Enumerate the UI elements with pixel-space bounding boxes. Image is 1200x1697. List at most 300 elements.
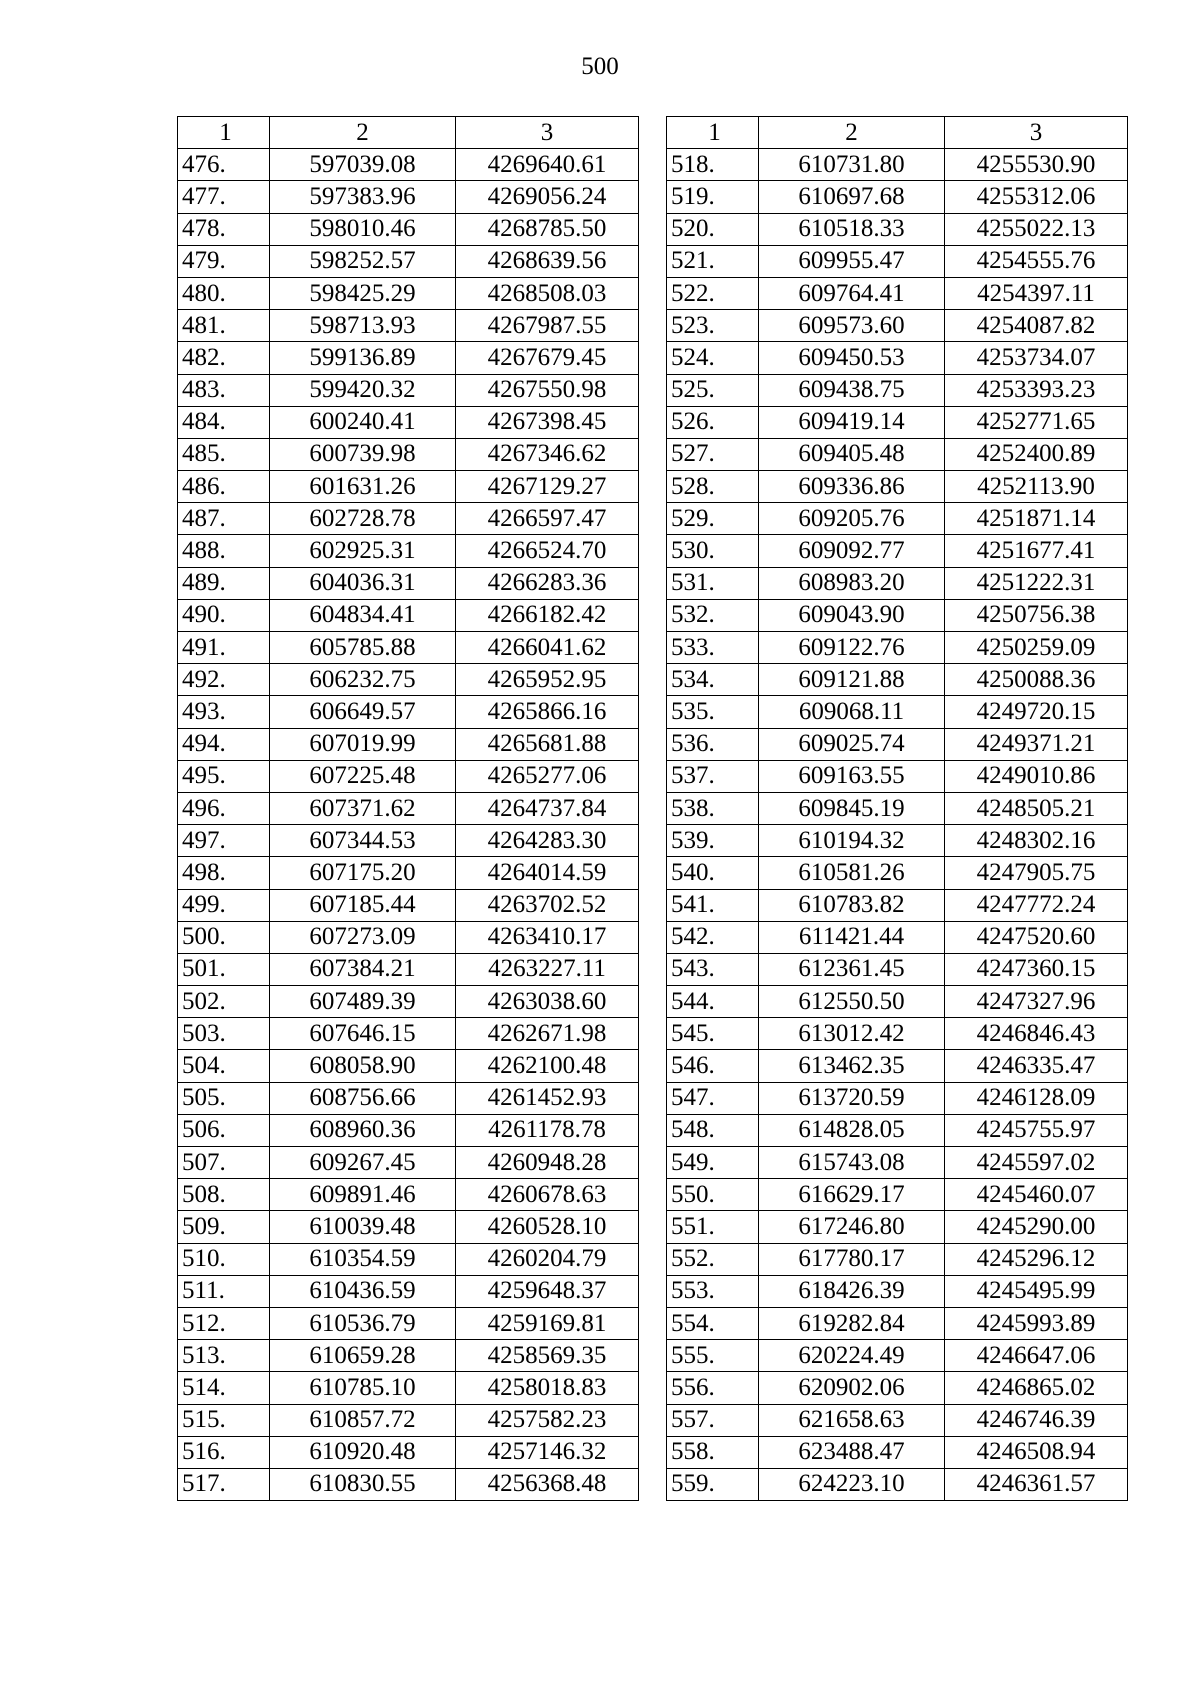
point-number-cell: 513. (178, 1340, 270, 1372)
y-coordinate-cell: 4247905.75 (945, 857, 1128, 889)
table-row (178, 1082, 639, 1114)
table-row (667, 857, 1128, 889)
x-coordinate-cell: 609092.77 (759, 535, 945, 567)
point-number-cell: 496. (178, 792, 270, 824)
point-number-cell: 483. (178, 374, 270, 406)
table-row (667, 632, 1128, 664)
x-coordinate-cell: 613462.35 (759, 1050, 945, 1082)
y-coordinate-cell: 4250756.38 (945, 599, 1128, 631)
point-number-cell: 557. (667, 1404, 759, 1436)
y-coordinate-cell: 4267987.55 (456, 310, 639, 342)
point-number-cell: 481. (178, 310, 270, 342)
x-coordinate-cell: 620224.49 (759, 1340, 945, 1372)
y-coordinate-cell: 4263702.52 (456, 889, 639, 921)
point-number-cell: 509. (178, 1211, 270, 1243)
y-coordinate-cell: 4245993.89 (945, 1307, 1128, 1339)
y-coordinate-cell: 4258569.35 (456, 1340, 639, 1372)
point-number-cell: 506. (178, 1114, 270, 1146)
point-number-cell: 517. (178, 1468, 270, 1500)
point-number-cell: 558. (667, 1436, 759, 1468)
table-row (178, 567, 639, 599)
y-coordinate-cell: 4249010.86 (945, 760, 1128, 792)
table-row (667, 1082, 1128, 1114)
point-number-cell: 505. (178, 1082, 270, 1114)
x-coordinate-cell: 609163.55 (759, 760, 945, 792)
table-row (667, 953, 1128, 985)
table-row (667, 245, 1128, 277)
x-coordinate-cell: 609891.46 (270, 1179, 456, 1211)
point-number-cell: 515. (178, 1404, 270, 1436)
y-coordinate-cell: 4253734.07 (945, 342, 1128, 374)
x-coordinate-cell: 607344.53 (270, 825, 456, 857)
coordinates-table-left (177, 116, 639, 1501)
y-coordinate-cell: 4245460.07 (945, 1179, 1128, 1211)
x-coordinate-cell: 610536.79 (270, 1307, 456, 1339)
x-coordinate-cell: 609450.53 (759, 342, 945, 374)
table-row (667, 760, 1128, 792)
y-coordinate-cell: 4247520.60 (945, 921, 1128, 953)
table-row (667, 1018, 1128, 1050)
x-coordinate-cell: 608960.36 (270, 1114, 456, 1146)
x-coordinate-cell: 610581.26 (759, 857, 945, 889)
x-coordinate-cell: 610731.80 (759, 149, 945, 181)
point-number-cell: 478. (178, 213, 270, 245)
table-row (178, 1243, 639, 1275)
point-number-cell: 516. (178, 1436, 270, 1468)
y-coordinate-cell: 4264737.84 (456, 792, 639, 824)
y-coordinate-cell: 4254397.11 (945, 277, 1128, 309)
table-row (667, 1179, 1128, 1211)
x-coordinate-cell: 608058.90 (270, 1050, 456, 1082)
point-number-cell: 533. (667, 632, 759, 664)
point-number-cell: 547. (667, 1082, 759, 1114)
table-row (178, 953, 639, 985)
x-coordinate-cell: 609068.11 (759, 696, 945, 728)
x-coordinate-cell: 610354.59 (270, 1243, 456, 1275)
y-coordinate-cell: 4263227.11 (456, 953, 639, 985)
point-number-cell: 511. (178, 1275, 270, 1307)
table-row (178, 277, 639, 309)
x-coordinate-cell: 621658.63 (759, 1404, 945, 1436)
x-coordinate-cell: 610920.48 (270, 1436, 456, 1468)
point-number-cell: 519. (667, 181, 759, 213)
y-coordinate-cell: 4265866.16 (456, 696, 639, 728)
point-number-cell: 491. (178, 632, 270, 664)
x-coordinate-cell: 624223.10 (759, 1468, 945, 1500)
x-coordinate-cell: 608983.20 (759, 567, 945, 599)
point-number-cell: 488. (178, 535, 270, 567)
point-number-cell: 552. (667, 1243, 759, 1275)
y-coordinate-cell: 4246335.47 (945, 1050, 1128, 1082)
y-coordinate-cell: 4254087.82 (945, 310, 1128, 342)
table-row (667, 599, 1128, 631)
x-coordinate-cell: 613720.59 (759, 1082, 945, 1114)
y-coordinate-cell: 4266524.70 (456, 535, 639, 567)
y-coordinate-cell: 4267679.45 (456, 342, 639, 374)
table-row (667, 1147, 1128, 1179)
y-coordinate-cell: 4252771.65 (945, 406, 1128, 438)
x-coordinate-cell: 598252.57 (270, 245, 456, 277)
point-number-cell: 538. (667, 792, 759, 824)
table-row (178, 503, 639, 535)
y-coordinate-cell: 4246846.43 (945, 1018, 1128, 1050)
point-number-cell: 510. (178, 1243, 270, 1275)
y-coordinate-cell: 4251222.31 (945, 567, 1128, 599)
y-coordinate-cell: 4260678.63 (456, 1179, 639, 1211)
point-number-cell: 555. (667, 1340, 759, 1372)
point-number-cell: 501. (178, 953, 270, 985)
point-number-cell: 492. (178, 664, 270, 696)
point-number-cell: 540. (667, 857, 759, 889)
point-number-cell: 507. (178, 1147, 270, 1179)
x-coordinate-cell: 620902.06 (759, 1372, 945, 1404)
y-coordinate-cell: 4247772.24 (945, 889, 1128, 921)
point-number-cell: 537. (667, 760, 759, 792)
table-row (667, 535, 1128, 567)
point-number-cell: 524. (667, 342, 759, 374)
table-row (178, 1275, 639, 1307)
table-row (667, 1468, 1128, 1500)
x-coordinate-cell: 607225.48 (270, 760, 456, 792)
x-coordinate-cell: 600739.98 (270, 438, 456, 470)
table-row (667, 1114, 1128, 1146)
x-coordinate-cell: 614828.05 (759, 1114, 945, 1146)
y-coordinate-cell: 4257146.32 (456, 1436, 639, 1468)
table-row (178, 181, 639, 213)
point-number-cell: 534. (667, 664, 759, 696)
point-number-cell: 548. (667, 1114, 759, 1146)
point-number-cell: 544. (667, 986, 759, 1018)
y-coordinate-cell: 4245755.97 (945, 1114, 1128, 1146)
table-row (178, 889, 639, 921)
header-cell-1: 1 (178, 117, 270, 149)
table-row (178, 535, 639, 567)
point-number-cell: 484. (178, 406, 270, 438)
x-coordinate-cell: 609438.75 (759, 374, 945, 406)
x-coordinate-cell: 604834.41 (270, 599, 456, 631)
point-number-cell: 477. (178, 181, 270, 213)
y-coordinate-cell: 4262671.98 (456, 1018, 639, 1050)
point-number-cell: 494. (178, 728, 270, 760)
x-coordinate-cell: 609419.14 (759, 406, 945, 438)
y-coordinate-cell: 4246865.02 (945, 1372, 1128, 1404)
x-coordinate-cell: 623488.47 (759, 1436, 945, 1468)
y-coordinate-cell: 4260948.28 (456, 1147, 639, 1179)
x-coordinate-cell: 609267.45 (270, 1147, 456, 1179)
header-cell-3: 3 (456, 117, 639, 149)
x-coordinate-cell: 610697.68 (759, 181, 945, 213)
table-row (667, 471, 1128, 503)
y-coordinate-cell: 4266283.36 (456, 567, 639, 599)
point-number-cell: 503. (178, 1018, 270, 1050)
y-coordinate-cell: 4267346.62 (456, 438, 639, 470)
point-number-cell: 531. (667, 567, 759, 599)
table-row (178, 245, 639, 277)
table-row (178, 438, 639, 470)
table-row (667, 310, 1128, 342)
x-coordinate-cell: 610039.48 (270, 1211, 456, 1243)
table-row (667, 503, 1128, 535)
x-coordinate-cell: 610857.72 (270, 1404, 456, 1436)
y-coordinate-cell: 4251677.41 (945, 535, 1128, 567)
y-coordinate-cell: 4245495.99 (945, 1275, 1128, 1307)
x-coordinate-cell: 607019.99 (270, 728, 456, 760)
header-cell-1: 1 (667, 117, 759, 149)
point-number-cell: 480. (178, 277, 270, 309)
point-number-cell: 518. (667, 149, 759, 181)
table-row (667, 406, 1128, 438)
table-row (667, 1275, 1128, 1307)
x-coordinate-cell: 600240.41 (270, 406, 456, 438)
y-coordinate-cell: 4245290.00 (945, 1211, 1128, 1243)
table-row (667, 1243, 1128, 1275)
table-row (667, 792, 1128, 824)
y-coordinate-cell: 4259169.81 (456, 1307, 639, 1339)
point-number-cell: 521. (667, 245, 759, 277)
x-coordinate-cell: 613012.42 (759, 1018, 945, 1050)
y-coordinate-cell: 4262100.48 (456, 1050, 639, 1082)
table-row (667, 277, 1128, 309)
table-row (667, 664, 1128, 696)
y-coordinate-cell: 4247327.96 (945, 986, 1128, 1018)
x-coordinate-cell: 609025.74 (759, 728, 945, 760)
table-row (667, 1211, 1128, 1243)
table-row (178, 374, 639, 406)
x-coordinate-cell: 612361.45 (759, 953, 945, 985)
point-number-cell: 551. (667, 1211, 759, 1243)
table-row (178, 1340, 639, 1372)
table-row (178, 664, 639, 696)
y-coordinate-cell: 4264283.30 (456, 825, 639, 857)
table-row (178, 1307, 639, 1339)
table-row (667, 438, 1128, 470)
table-row (667, 1436, 1128, 1468)
x-coordinate-cell: 601631.26 (270, 471, 456, 503)
point-number-cell: 532. (667, 599, 759, 631)
y-coordinate-cell: 4263410.17 (456, 921, 639, 953)
y-coordinate-cell: 4269640.61 (456, 149, 639, 181)
x-coordinate-cell: 616629.17 (759, 1179, 945, 1211)
y-coordinate-cell: 4246508.94 (945, 1436, 1128, 1468)
table-row (178, 696, 639, 728)
point-number-cell: 482. (178, 342, 270, 374)
x-coordinate-cell: 599420.32 (270, 374, 456, 406)
y-coordinate-cell: 4267129.27 (456, 471, 639, 503)
x-coordinate-cell: 607384.21 (270, 953, 456, 985)
x-coordinate-cell: 610518.33 (759, 213, 945, 245)
point-number-cell: 512. (178, 1307, 270, 1339)
header-row (667, 117, 1128, 149)
table-row (667, 825, 1128, 857)
point-number-cell: 493. (178, 696, 270, 728)
table-row (667, 149, 1128, 181)
header-cell-2: 2 (270, 117, 456, 149)
table-row (178, 857, 639, 889)
x-coordinate-cell: 606649.57 (270, 696, 456, 728)
point-number-cell: 541. (667, 889, 759, 921)
point-number-cell: 520. (667, 213, 759, 245)
y-coordinate-cell: 4245597.02 (945, 1147, 1128, 1179)
table-row (178, 1018, 639, 1050)
y-coordinate-cell: 4256368.48 (456, 1468, 639, 1500)
table-row (178, 213, 639, 245)
table-row (178, 1179, 639, 1211)
header-cell-2: 2 (759, 117, 945, 149)
y-coordinate-cell: 4248302.16 (945, 825, 1128, 857)
y-coordinate-cell: 4260528.10 (456, 1211, 639, 1243)
y-coordinate-cell: 4246128.09 (945, 1082, 1128, 1114)
x-coordinate-cell: 609955.47 (759, 245, 945, 277)
x-coordinate-cell: 602728.78 (270, 503, 456, 535)
table-row (667, 213, 1128, 245)
table-row (178, 342, 639, 374)
table-row (178, 1372, 639, 1404)
table-row (178, 1436, 639, 1468)
table-row (667, 1050, 1128, 1082)
y-coordinate-cell: 4246361.57 (945, 1468, 1128, 1500)
table-row (667, 1404, 1128, 1436)
x-coordinate-cell: 607273.09 (270, 921, 456, 953)
table-row (667, 567, 1128, 599)
y-coordinate-cell: 4266041.62 (456, 632, 639, 664)
y-coordinate-cell: 4266182.42 (456, 599, 639, 631)
point-number-cell: 549. (667, 1147, 759, 1179)
y-coordinate-cell: 4257582.23 (456, 1404, 639, 1436)
table-row (178, 1114, 639, 1146)
point-number-cell: 508. (178, 1179, 270, 1211)
table-row (178, 406, 639, 438)
page-number: 500 (581, 53, 619, 80)
point-number-cell: 499. (178, 889, 270, 921)
coordinates-table-right (666, 116, 1128, 1501)
point-number-cell: 526. (667, 406, 759, 438)
y-coordinate-cell: 4268785.50 (456, 213, 639, 245)
table-row (178, 986, 639, 1018)
table-row (667, 1340, 1128, 1372)
point-number-cell: 500. (178, 921, 270, 953)
y-coordinate-cell: 4267398.45 (456, 406, 639, 438)
x-coordinate-cell: 609121.88 (759, 664, 945, 696)
point-number-cell: 528. (667, 471, 759, 503)
y-coordinate-cell: 4246746.39 (945, 1404, 1128, 1436)
table-row (178, 471, 639, 503)
point-number-cell: 489. (178, 567, 270, 599)
y-coordinate-cell: 4265681.88 (456, 728, 639, 760)
table-row (667, 921, 1128, 953)
x-coordinate-cell: 607175.20 (270, 857, 456, 889)
table-row (667, 374, 1128, 406)
y-coordinate-cell: 4245296.12 (945, 1243, 1128, 1275)
y-coordinate-cell: 4266597.47 (456, 503, 639, 535)
x-coordinate-cell: 609205.76 (759, 503, 945, 535)
point-number-cell: 525. (667, 374, 759, 406)
x-coordinate-cell: 610785.10 (270, 1372, 456, 1404)
point-number-cell: 502. (178, 986, 270, 1018)
point-number-cell: 479. (178, 245, 270, 277)
point-number-cell: 546. (667, 1050, 759, 1082)
point-number-cell: 476. (178, 149, 270, 181)
y-coordinate-cell: 4254555.76 (945, 245, 1128, 277)
point-number-cell: 486. (178, 471, 270, 503)
header-cell-3: 3 (945, 117, 1128, 149)
table-row (178, 1147, 639, 1179)
table-row (178, 599, 639, 631)
y-coordinate-cell: 4265952.95 (456, 664, 639, 696)
x-coordinate-cell: 611421.44 (759, 921, 945, 953)
x-coordinate-cell: 598713.93 (270, 310, 456, 342)
x-coordinate-cell: 609573.60 (759, 310, 945, 342)
y-coordinate-cell: 4248505.21 (945, 792, 1128, 824)
x-coordinate-cell: 607185.44 (270, 889, 456, 921)
point-number-cell: 545. (667, 1018, 759, 1050)
y-coordinate-cell: 4255312.06 (945, 181, 1128, 213)
x-coordinate-cell: 607489.39 (270, 986, 456, 1018)
y-coordinate-cell: 4260204.79 (456, 1243, 639, 1275)
y-coordinate-cell: 4268639.56 (456, 245, 639, 277)
table-row (667, 986, 1128, 1018)
table-row (178, 1050, 639, 1082)
point-number-cell: 487. (178, 503, 270, 535)
x-coordinate-cell: 606232.75 (270, 664, 456, 696)
x-coordinate-cell: 615743.08 (759, 1147, 945, 1179)
point-number-cell: 542. (667, 921, 759, 953)
y-coordinate-cell: 4265277.06 (456, 760, 639, 792)
y-coordinate-cell: 4261178.78 (456, 1114, 639, 1146)
y-coordinate-cell: 4252400.89 (945, 438, 1128, 470)
x-coordinate-cell: 608756.66 (270, 1082, 456, 1114)
point-number-cell: 490. (178, 599, 270, 631)
y-coordinate-cell: 4252113.90 (945, 471, 1128, 503)
point-number-cell: 539. (667, 825, 759, 857)
y-coordinate-cell: 4264014.59 (456, 857, 639, 889)
x-coordinate-cell: 610659.28 (270, 1340, 456, 1372)
table-row (178, 728, 639, 760)
y-coordinate-cell: 4255022.13 (945, 213, 1128, 245)
point-number-cell: 535. (667, 696, 759, 728)
table-row (178, 310, 639, 342)
point-number-cell: 554. (667, 1307, 759, 1339)
x-coordinate-cell: 610783.82 (759, 889, 945, 921)
y-coordinate-cell: 4267550.98 (456, 374, 639, 406)
x-coordinate-cell: 610194.32 (759, 825, 945, 857)
y-coordinate-cell: 4249371.21 (945, 728, 1128, 760)
y-coordinate-cell: 4269056.24 (456, 181, 639, 213)
header-row (178, 117, 639, 149)
y-coordinate-cell: 4259648.37 (456, 1275, 639, 1307)
y-coordinate-cell: 4247360.15 (945, 953, 1128, 985)
table-row (178, 792, 639, 824)
point-number-cell: 529. (667, 503, 759, 535)
x-coordinate-cell: 605785.88 (270, 632, 456, 664)
y-coordinate-cell: 4268508.03 (456, 277, 639, 309)
point-number-cell: 504. (178, 1050, 270, 1082)
point-number-cell: 514. (178, 1372, 270, 1404)
point-number-cell: 543. (667, 953, 759, 985)
point-number-cell: 556. (667, 1372, 759, 1404)
point-number-cell: 498. (178, 857, 270, 889)
point-number-cell: 550. (667, 1179, 759, 1211)
y-coordinate-cell: 4255530.90 (945, 149, 1128, 181)
table-row (667, 1307, 1128, 1339)
x-coordinate-cell: 598010.46 (270, 213, 456, 245)
point-number-cell: 497. (178, 825, 270, 857)
point-number-cell: 523. (667, 310, 759, 342)
x-coordinate-cell: 609845.19 (759, 792, 945, 824)
x-coordinate-cell: 607646.15 (270, 1018, 456, 1050)
table-row (178, 1404, 639, 1436)
x-coordinate-cell: 607371.62 (270, 792, 456, 824)
table-row (178, 1211, 639, 1243)
